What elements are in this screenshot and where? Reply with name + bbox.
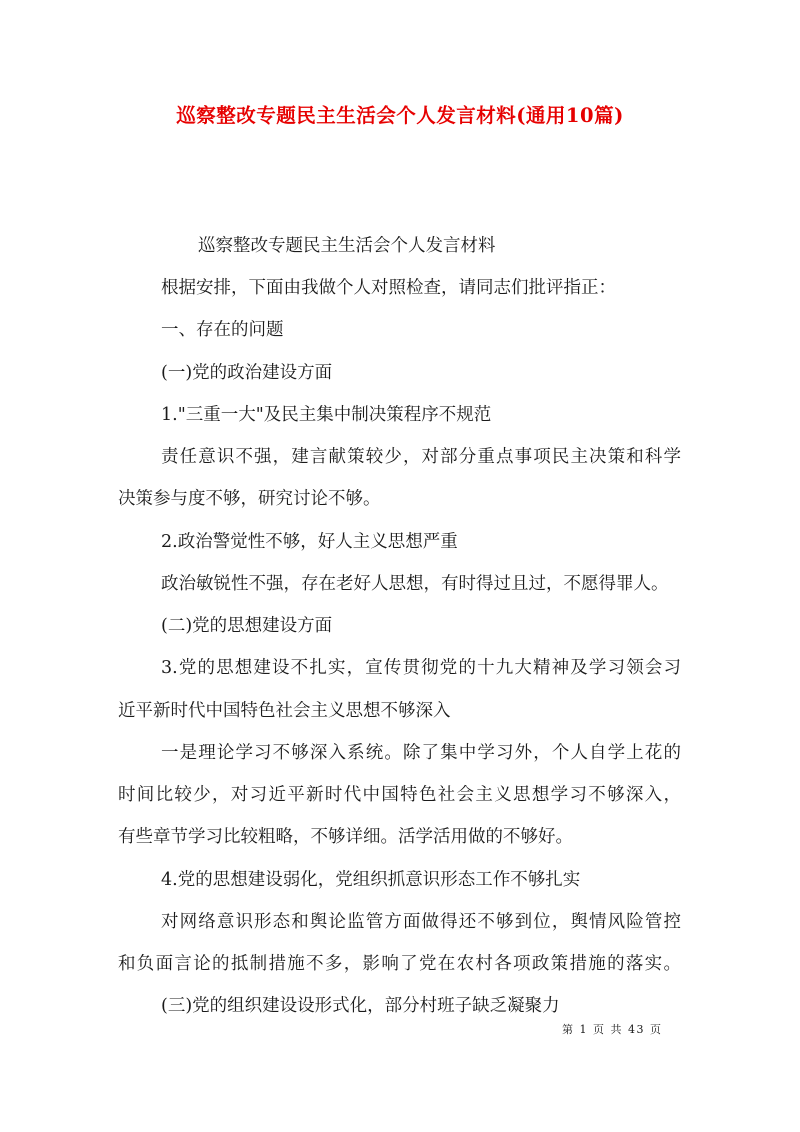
body-line: 一是理论学习不够深入系统。除了集中学习外，个人自学上花的: [161, 743, 681, 763]
body-line: 和负面言论的抵制措施不多，影响了党在农村各项政策措施的落实。: [118, 954, 681, 974]
item-heading: 3.党的思想建设不扎实，宣传贯彻党的十九大精神及学习领会习: [161, 658, 681, 678]
body-line: 时间比较少，对习近平新时代中国特色社会主义思想学习不够深入，: [118, 785, 681, 805]
section-heading: 一、存在的问题: [161, 320, 284, 340]
document-title: 巡察整改专题民主生活会个人发言材料(通用10篇): [176, 104, 624, 127]
body-line: 对网络意识形态和舆论监管方面做得还不够到位，舆情风险管控: [161, 912, 681, 932]
body-line: 根据安排，下面由我做个人对照检查，请同志们批评指正：: [161, 278, 616, 298]
item-heading: 1."三重一大"及民主集中制决策程序不规范: [161, 405, 492, 425]
body-line: 政治敏锐性不强，存在老好人思想，有时得过且过，不愿得罪人。: [161, 574, 669, 594]
subsection-heading: (三)党的组织建设设形式化，部分村班子缺乏凝聚力: [161, 996, 560, 1016]
page-number-footer: 第 1 页 共 43 页: [562, 1023, 663, 1036]
item-heading: 4.党的思想建设弱化，党组织抓意识形态工作不够扎实: [161, 870, 581, 890]
item-heading-continued: 近平新时代中国特色社会主义思想不够深入: [118, 701, 451, 721]
body-line: 决策参与度不够，研究讨论不够。: [118, 489, 381, 509]
subsection-heading: (一)党的政治建设方面: [161, 363, 333, 383]
body-line: 责任意识不强，建言献策较少，对部分重点事项民主决策和科学: [161, 447, 681, 467]
item-heading: 2.政治警觉性不够，好人主义思想严重: [161, 532, 458, 552]
document-subtitle: 巡察整改专题民主生活会个人发言材料: [198, 236, 496, 256]
body-line: 有些章节学习比较粗略，不够详细。活学活用做的不够好。: [118, 827, 573, 847]
subsection-heading: (二)党的思想建设方面: [161, 616, 333, 636]
